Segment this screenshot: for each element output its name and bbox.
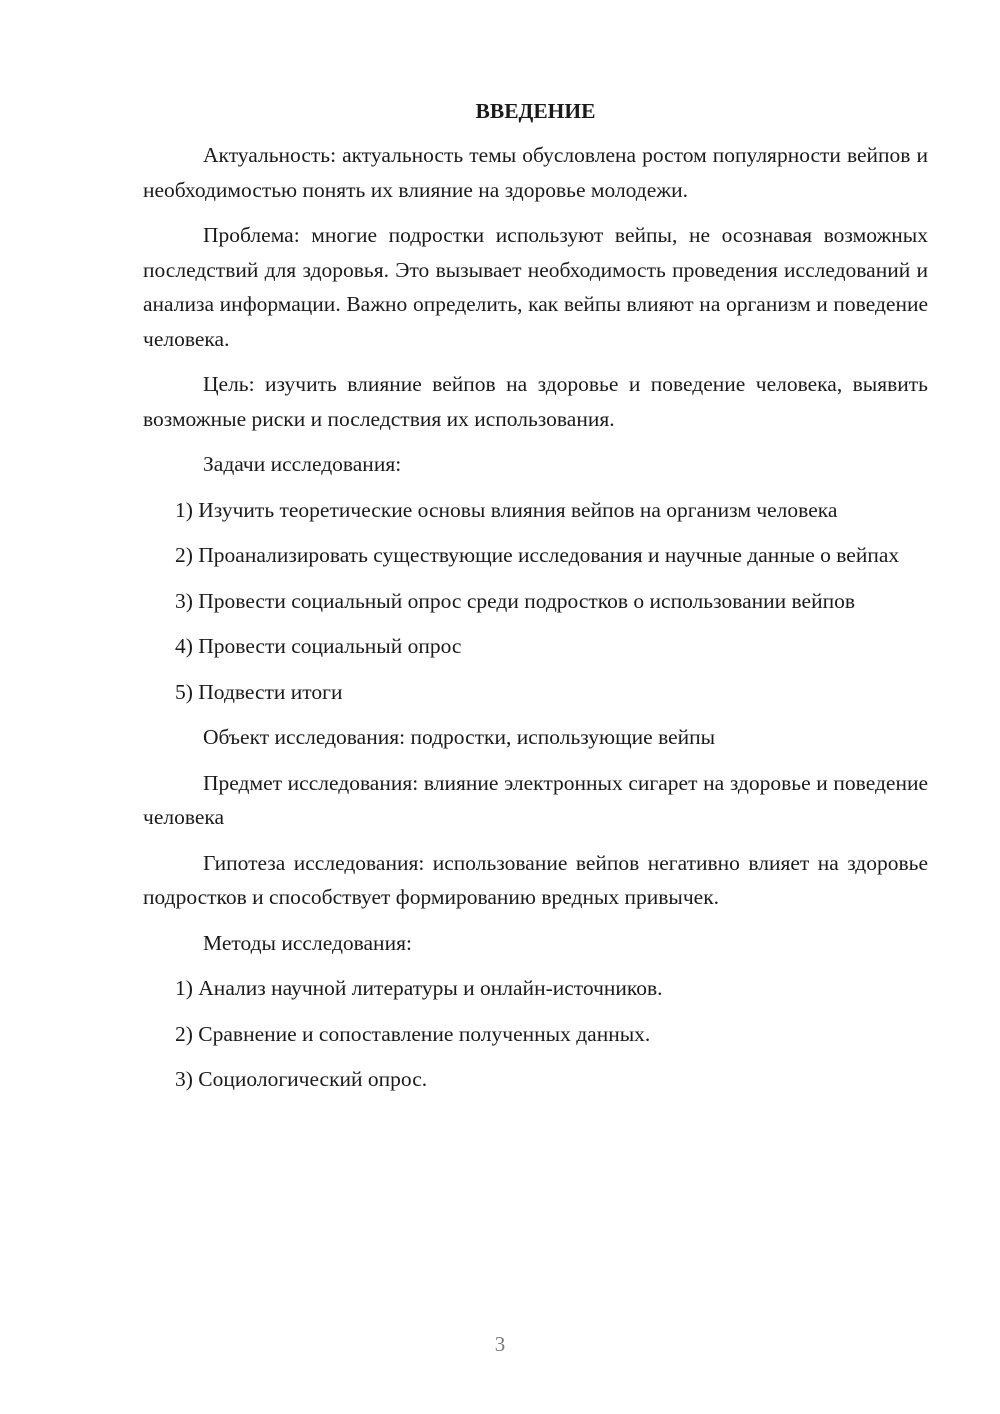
document-title: ВВЕДЕНИЕ [475, 99, 596, 123]
task-item-5: 5) Подвести итоги [175, 679, 343, 704]
task-item-1: 1) Изучить теоретические основы влияния вейпов на организм человека [175, 497, 838, 522]
method-item-2: 2) Сравнение и сопоставление полученных данных. [175, 1021, 651, 1046]
method-item-1: 1) Анализ научной литературы и онлайн-источников. [175, 976, 663, 1000]
task-item-2: 2) Проанализировать существующие исследования и научные данные о вейпах [175, 543, 900, 567]
method-item-3: 3) Социологический опрос. [175, 1067, 428, 1091]
task-item-3: 3) Провести социальный опрос среди подростков о использовании вейпов [175, 588, 855, 613]
task-item-4: 4) Провести социальный опрос [175, 634, 462, 658]
relevance-paragraph: Актуальность: актуальность темы обусловлена ростом популярности вейпов и необходимостью понять их влияние на здоровье молодежи. [143, 143, 928, 202]
problem-paragraph: Проблема: многие подростки используют вейпы, не осознавая возможных последствий для здоровья. Это вызывает необходимость проведения исследований и анализа информации. Важно определить, как вейпы влияют на организм и поведение человека. [143, 223, 928, 351]
tasks-heading: Задачи исследования: [203, 452, 402, 476]
object-paragraph: Объект исследования: подростки, использующие вейпы [203, 725, 716, 749]
goal-paragraph: Цель: изучить влияние вейпов на здоровье и поведение человека, выявить возможные риски и последствия их использования. [143, 372, 928, 431]
methods-heading: Методы исследования: [203, 930, 412, 955]
document-page [143, 94, 928, 1108]
hypothesis-paragraph: Гипотеза исследования: использование вейпов негативно влияет на здоровье подростков и способствует формированию вредных привычек. [143, 850, 928, 909]
subject-paragraph: Предмет исследования: влияние электронных сигарет на здоровье и поведение человека [143, 770, 928, 829]
page-number: 3 [494, 1332, 506, 1356]
